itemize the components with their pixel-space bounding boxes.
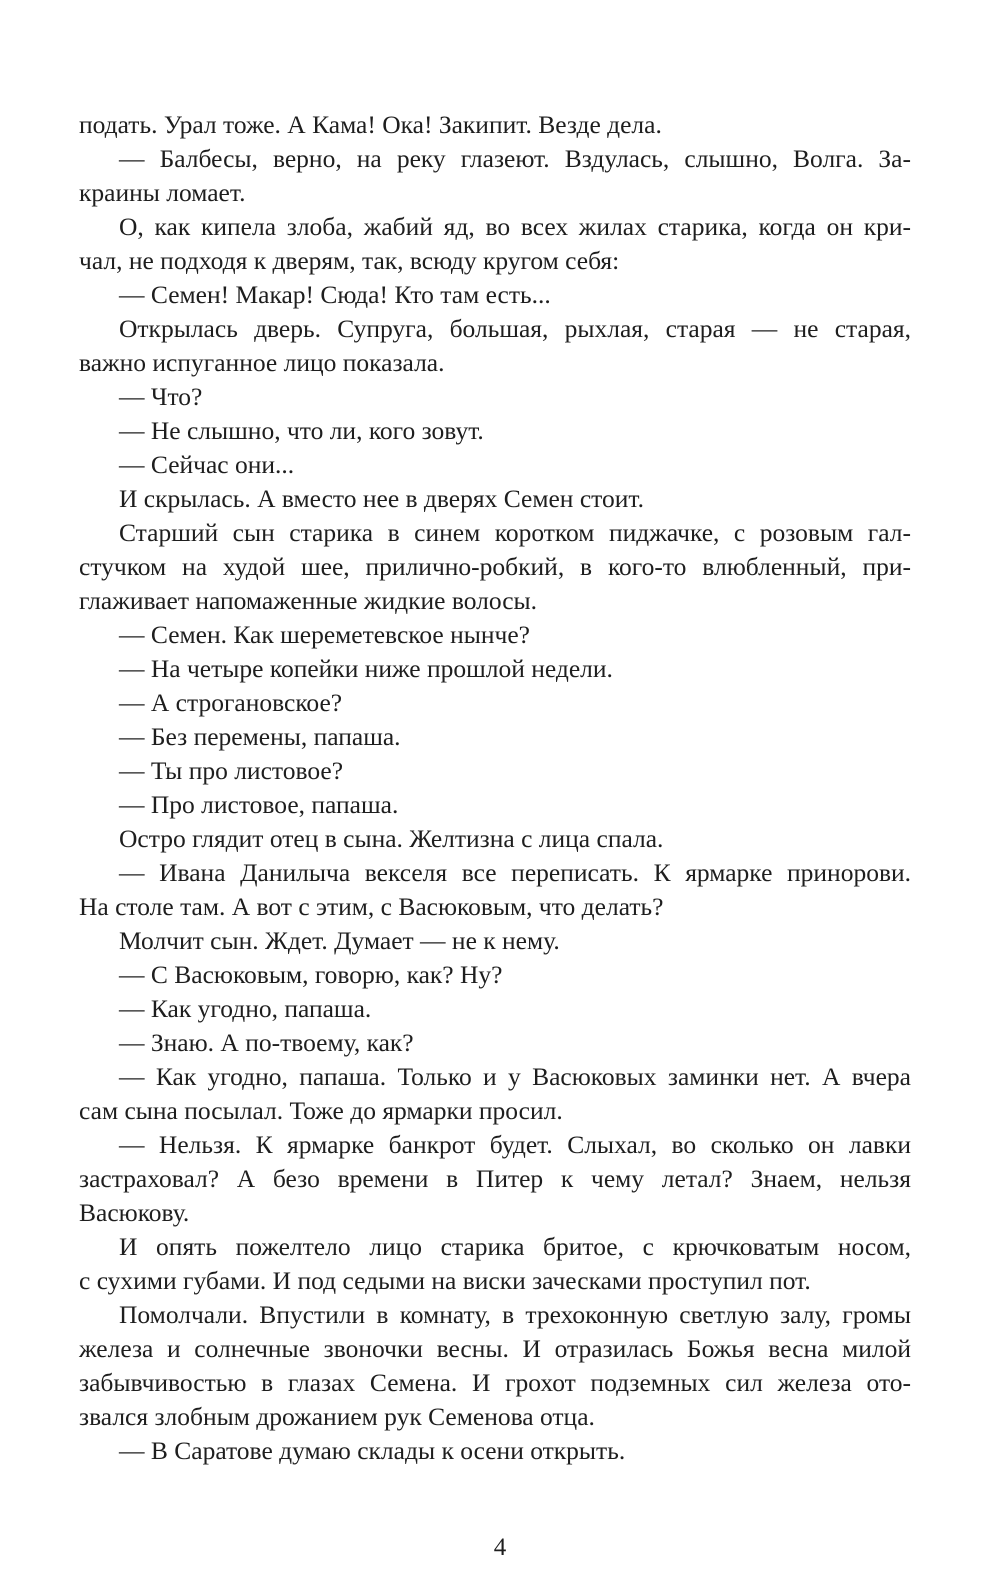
text-line: — На четыре копейки ниже прошлой недели. [119, 654, 613, 683]
text-line: — Ивана Данилыча векселя все переписать. К ярмарке принорови. [119, 858, 911, 887]
text-line: — Как угодно, папаша. Только и у Васюковых заминки нет. А вчера [119, 1062, 911, 1091]
text-line: И скрылась. А вместо нее в дверях Семен стоит. [119, 484, 644, 513]
text-line: — Семен! Макар! Сюда! Кто там есть... [119, 280, 551, 309]
text-line: железа и солнечные звоночки весны. И отразилась Божья весна милой [79, 1334, 911, 1363]
text-line: Старший сын старика в синем коротком пиджачке, с розовым гал- [119, 518, 911, 547]
text-line: глаживает напомаженные жидкие волосы. [79, 586, 538, 615]
text-line: — Что? [119, 382, 203, 411]
text-line: И опять пожелтело лицо старика бритое, с крючковатым носом, [119, 1232, 911, 1261]
text-line: — Как угодно, папаша. [119, 994, 372, 1023]
text-line: Молчит сын. Ждет. Думает — не к нему. [119, 926, 560, 955]
text-line: — Не слышно, что ли, кого зовут. [119, 416, 484, 445]
text-line: застраховал? А безо времени в Питер к чему летал? Знаем, нельзя [79, 1164, 911, 1193]
text-line: важно испуганное лицо показала. [79, 348, 445, 377]
text-line: — Знаю. А по-твоему, как? [119, 1028, 414, 1057]
text-line: звался злобным дрожанием рук Семенова отца. [79, 1402, 595, 1431]
text-line: Васюкову. [79, 1198, 190, 1227]
text-line: забывчивостью в глазах Семена. И грохот подземных сил железа ото- [79, 1368, 911, 1397]
text-line: чал, не подходя к дверям, так, всюду кругом себя: [79, 246, 620, 275]
text-line: — В Саратове думаю склады к осени открыть. [119, 1436, 626, 1465]
text-line: Помолчали. Впустили в комнату, в трехоконную светлую залу, громы [119, 1300, 911, 1329]
text-line: О, как кипела злоба, жабий яд, во всех жилах старика, когда он кри- [119, 212, 911, 241]
text-line: — Семен. Как шереметевское нынче? [119, 620, 531, 649]
text-line: — Нельзя. К ярмарке банкрот будет. Слыхал, во сколько он лавки [119, 1130, 911, 1159]
text-line: сам сына посылал. Тоже до ярмарки просил. [79, 1096, 563, 1125]
page-number: 4 [493, 1534, 507, 1561]
text-line: Открылась дверь. Супруга, большая, рыхлая, старая — не старая, [119, 314, 911, 343]
text-line: — Балбесы, верно, на реку глазеют. Вздулась, слышно, Волга. За- [119, 144, 911, 173]
text-line: стучком на худой шее, прилично-робкий, в кого-то влюбленный, при- [79, 552, 911, 581]
text-line: — Про листовое, папаша. [119, 790, 399, 819]
text-line: — А строгановское? [119, 688, 343, 717]
text-line: — Ты про листовое? [119, 756, 344, 785]
text-line: Остро глядит отец в сына. Желтизна с лица спала. [119, 824, 664, 853]
text-line: подать. Урал тоже. А Кама! Ока! Закипит. Везде дела. [79, 110, 662, 139]
text-line: — Без перемены, папаша. [119, 722, 401, 751]
text-line: краины ломает. [79, 178, 246, 207]
text-line: — Сейчас они... [119, 450, 295, 479]
text-line: На столе там. А вот с этим, с Васюковым, что делать? [79, 892, 664, 921]
text-line: — С Васюковым, говорю, как? Ну? [119, 960, 503, 989]
text-line: с сухими губами. И под седыми на виски заческами проступил пот. [79, 1266, 811, 1295]
